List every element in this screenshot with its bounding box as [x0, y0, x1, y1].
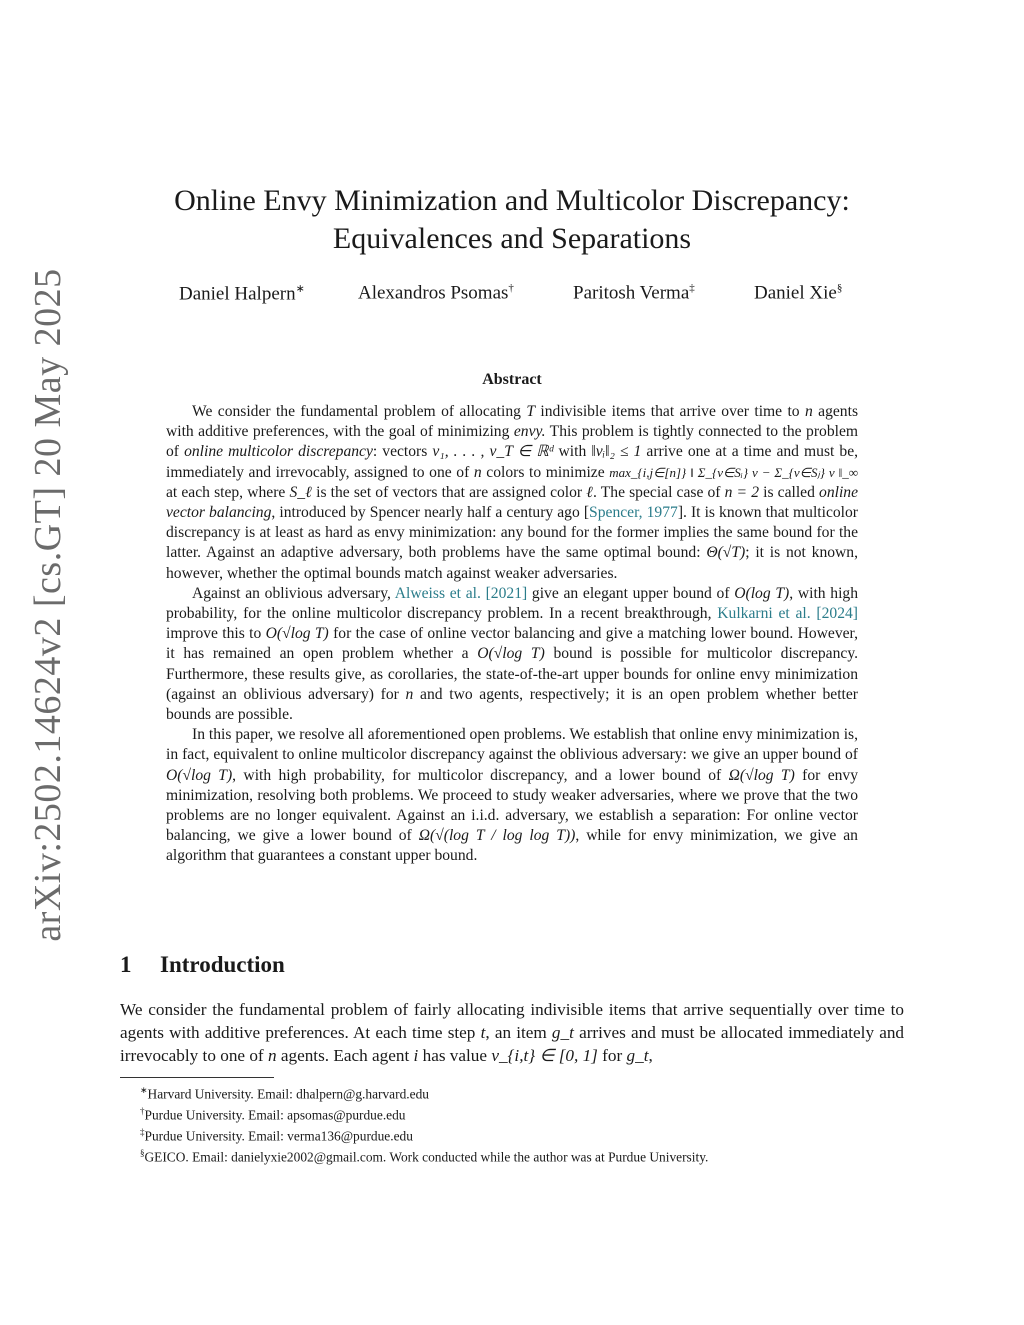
footnote-3: ‡Purdue University. Email: verma136@purdue.edu: [140, 1126, 413, 1144]
section-heading-introduction: [120, 952, 285, 978]
footnote-2: †Purdue University. Email: apsomas@purdue.edu: [140, 1105, 406, 1123]
introduction-paragraph: We consider the fundamental problem of fairly allocating indivisible items that arrive sequentially over time to agents with additive preferences. At each time step t, an item g_t arrives and must be allocated immediately and irrevocably to one of n agents. Each agent i has value v_{i,t} ∈ [0, 1] for g_t,: [120, 1000, 905, 1065]
footnotes: [140, 1082, 708, 1166]
abstract-body: [166, 402, 858, 867]
footnote-1: ∗Harvard University. Email: dhalpern@g.harvard.edu: [140, 1085, 429, 1102]
author-verma: Paritosh Verma‡: [573, 282, 695, 304]
citation-alweiss[interactable]: Alweiss et al. [2021]: [394, 584, 528, 602]
citation-kulkarni[interactable]: Kulkarni et al. [2024]: [717, 605, 858, 623]
author-halpern: Daniel Halpern∗: [179, 283, 305, 305]
footnote-divider: [120, 1077, 274, 1078]
discrepancy-expression: max_{i,j∈[n]} ‖ Σ_{v∈Sᵢ} v − Σ_{v∈Sⱼ} v ‖_∞: [609, 464, 859, 480]
abstract-paragraph-1: We consider the fundamental problem of allocating T indivisible items that arrive over time to n agents with additive preferences, with the goal of minimizing envy. This problem is tightly connected to the problem of online multicolor discrepancy: vectors v₁, . . . , v_T ∈ ℝᵈ with ‖vᵢ‖₂ ≤ 1 arrive one at a time and must be, immediately and irrevocably, assigned to one of n colors to minimize max_{i,j∈[n]} ‖ Σ_{v∈Sᵢ} v − Σ_{v∈Sⱼ} v ‖_∞ at each step, where S_ℓ is the set of vectors that are assigned color ℓ. The special case of n = 2 is called online vector balancing, introduced by Spencer nearly half a century ago [Spencer, 1977]. It is known that multicolor discrepancy is at least as hard as envy minimization: any bound for the former implies the same bound for the latter. Against an adaptive adversary, both problems have the same optimal bound: Θ(√T); it is not known, however, whether the optimal bounds match against weaker adversaries.: [166, 403, 859, 582]
abstract-paragraph-2: Against an oblivious adversary, Alweiss et al. [2021] give an elegant upper bound of O(log T), with high probability, for the online multicolor discrepancy problem. In a recent breakthrough, Kulkarni et al. [2024] improve this to O(√log T) for the case of online vector balancing and give a matching lower bound. However, it has remained an open problem whether a O(√log T) bound is possible for multicolor discrepancy. Furthermore, these results give, as corollaries, the state-of-the-art upper bounds for online envy minimization (against an oblivious adversary) for n and two agents, respectively; it is an open problem whether better bounds are possible.: [166, 584, 859, 724]
section-number: 1: [120, 952, 132, 977]
title-line-2: Equivalences and Separations: [332, 222, 692, 255]
title-line-1: Online Envy Minimization and Multicolor Discrepancy:: [174, 184, 850, 217]
paper-title: [150, 182, 874, 258]
author-psomas: Alexandros Psomas†: [358, 282, 514, 304]
citation-spencer[interactable]: Spencer, 1977: [589, 504, 678, 522]
abstract-heading: Abstract: [482, 371, 542, 388]
author-xie: Daniel Xie§: [754, 282, 843, 304]
section-title: Introduction: [160, 952, 285, 977]
footnote-4: §GEICO. Email: danielyxie2002@gmail.com. Work conducted while the author was at Purdue University.: [140, 1147, 709, 1165]
arxiv-identifier: arXiv:2502.14624v2 [cs.GT] 20 May 2025: [27, 268, 69, 942]
abstract-paragraph-3: In this paper, we resolve all aforementioned open problems. We establish that online envy minimization is, in fact, equivalent to online multicolor discrepancy against the oblivious adversary: we give an upper bound of O(√log T), with high probability, for multicolor discrepancy, and a lower bound of Ω(√log T) for envy minimization, resolving both problems. We proceed to study weaker adversaries, where we prove that the two problems are no longer equivalent. Against an i.i.d. adversary, we establish a separation: For online vector balancing, we give a lower bound of Ω(√(log T / log log T)), while for envy minimization, we give an algorithm that guarantees a constant upper bound.: [166, 726, 859, 865]
